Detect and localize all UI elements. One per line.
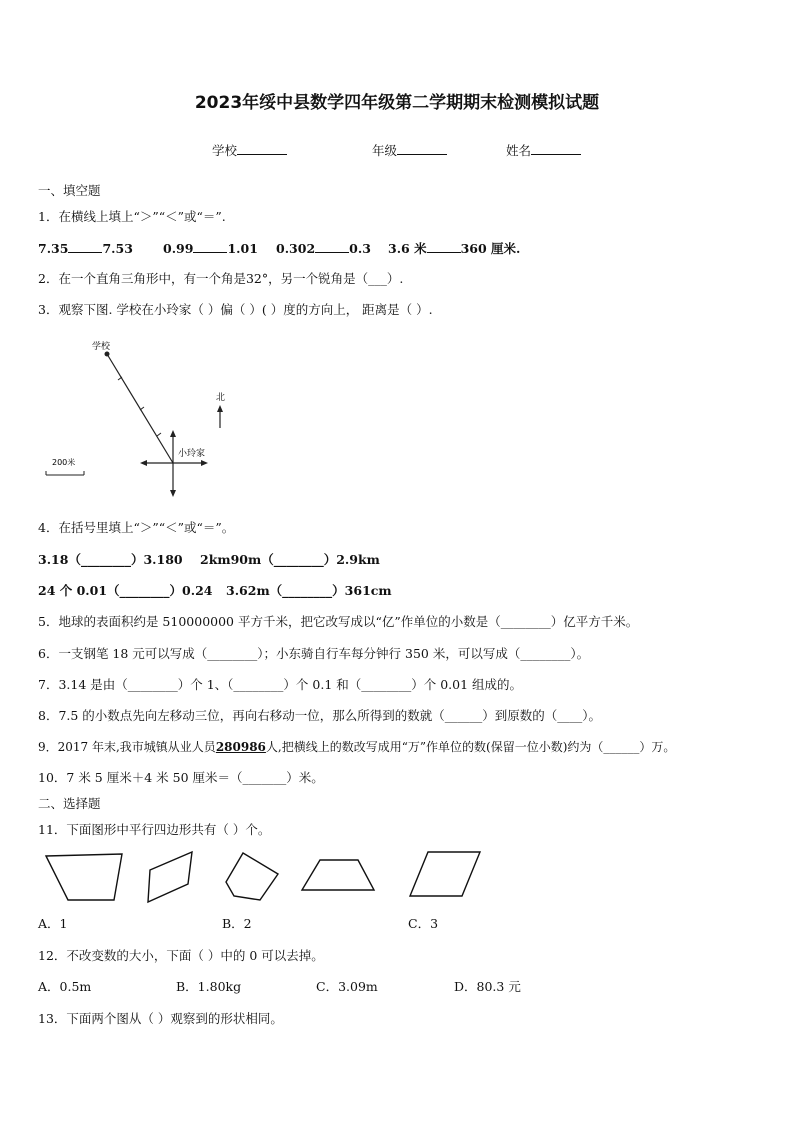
q1-item-c-right: 0.3 (349, 241, 371, 256)
pentagon-shape-3 (226, 853, 278, 900)
question-5: 5．地球的表面积约是 510000000 平方千米，把它改写成以“亿”作单位的小数是（________）亿平方千米。 (38, 614, 639, 629)
name-label: 姓名 (506, 143, 532, 158)
page-title: 2023年绥中县数学四年级第二学期期末检测模拟试题 (194, 93, 600, 113)
arrow-down-icon (170, 490, 176, 497)
q1-item-d-left: 3.6 米 (388, 241, 427, 256)
section-1-heading: 一、填空题 (38, 183, 101, 198)
question-1-row-b (163, 240, 258, 257)
q1-blank-d[interactable] (427, 240, 461, 253)
question-2: 2．在一个直角三角形中，有一个角是32°，另一个锐角是（___）. (38, 271, 404, 286)
q11-option-b[interactable]: B．2 (222, 916, 252, 931)
north-label: 北 (216, 393, 226, 403)
question-8: 8．7.5 的小数点先向左移动三位，再向右移动一位，那么所得到的数就（______）到原数的（____）。 (38, 708, 602, 723)
shapes-figure (38, 848, 498, 906)
question-4-item-d: 3.62m（________）361cm (226, 583, 392, 598)
question-7: 7．3.14 是由（________）个 1、（________）个 0.1 和（________）个 0.01 组成的。 (38, 677, 523, 692)
q1-blank-a[interactable] (68, 240, 102, 253)
school-label: 学校 (92, 342, 111, 352)
q1-blank-c[interactable] (315, 240, 349, 253)
home-label: 小玲家 (178, 449, 206, 459)
question-4-item-b: 2km90m（________）2.9km (200, 552, 380, 567)
grade-field[interactable] (372, 142, 447, 159)
q1-item-b-right: 1.01 (227, 241, 258, 256)
grade-label: 年级 (372, 143, 398, 158)
question-4-item-a: 3.18（________）3.180 (38, 552, 183, 567)
q12-option-d[interactable]: D．80.3 元 (454, 979, 521, 994)
question-12-stem: 12．不改变数的大小，下面（ ）中的 0 可以去掉。 (38, 948, 324, 963)
question-10: 10．7 米 5 厘米＋4 米 50 厘米＝（_______）米。 (38, 770, 324, 785)
question-4-stem: 4．在括号里填上“＞”“＜”或“＝”。 (38, 520, 235, 535)
q1-item-c-left: 0.302 (276, 241, 316, 256)
q12-option-b[interactable]: B．1.80kg (176, 979, 242, 994)
parallelogram-shape-2 (148, 852, 192, 902)
question-11-stem: 11．下面图形中平行四边形共有（ ）个。 (38, 822, 271, 837)
question-1-row-d (388, 240, 520, 257)
arrow-up-icon (170, 430, 176, 437)
north-arrow-icon (217, 405, 223, 412)
trapezoid-shape-4 (302, 860, 374, 890)
question-13: 13．下面两个图从（ ）观察到的形状相同。 (38, 1011, 283, 1026)
question-1-stem: 1．在横线上填上“＞”“＜”或“＝”. (38, 209, 226, 224)
question-1-row-c (276, 240, 371, 257)
q9-text-before: 9．2017 年末,我市城镇从业人员 (38, 740, 216, 754)
q12-option-c[interactable]: C．3.09m (316, 979, 378, 994)
q1-item-a-right: 7.53 (102, 241, 133, 256)
q11-option-a[interactable]: A．1 (38, 916, 68, 931)
quadrilateral-shape-1 (46, 854, 122, 900)
school-point (105, 352, 110, 357)
school-field[interactable] (212, 142, 287, 159)
name-field[interactable] (506, 142, 581, 159)
distance-ticks (118, 377, 161, 436)
question-1-row (38, 240, 133, 257)
school-label: 学校 (212, 143, 238, 158)
question-3-stem: 3．观察下图. 学校在小玲家（ ）偏（ ）( ）度的方向上， 距离是（ ）. (38, 302, 433, 317)
arrow-right-icon (201, 460, 208, 466)
school-to-home-line (107, 354, 173, 463)
question-9 (38, 739, 675, 755)
question-6: 6．一支钢笔 18 元可以写成（________）；小东骑自行车每分钟行 350 米，可以写成（________）。 (38, 646, 590, 661)
q1-item-b-left: 0.99 (163, 241, 194, 256)
q1-item-a-left: 7.35 (38, 241, 69, 256)
arrow-left-icon (140, 460, 147, 466)
parallelogram-shape-5 (410, 852, 480, 896)
q9-text-after: 人,把横线上的数改写成用“万”作单位的数(保留一位小数)约为（______）万。 (265, 740, 676, 754)
scale-label: 200米 (52, 458, 76, 467)
q9-underlined-number: 280986 (215, 740, 266, 754)
q1-blank-b[interactable] (193, 240, 227, 253)
q11-option-c[interactable]: C．3 (408, 916, 439, 931)
q1-item-d-right: 360 厘米. (460, 241, 521, 256)
question-4-item-c: 24 个 0.01（________）0.24 (38, 583, 213, 598)
section-2-heading: 二、选择题 (38, 796, 101, 811)
direction-map-figure (40, 330, 250, 500)
q12-option-a[interactable]: A．0.5m (38, 979, 92, 994)
